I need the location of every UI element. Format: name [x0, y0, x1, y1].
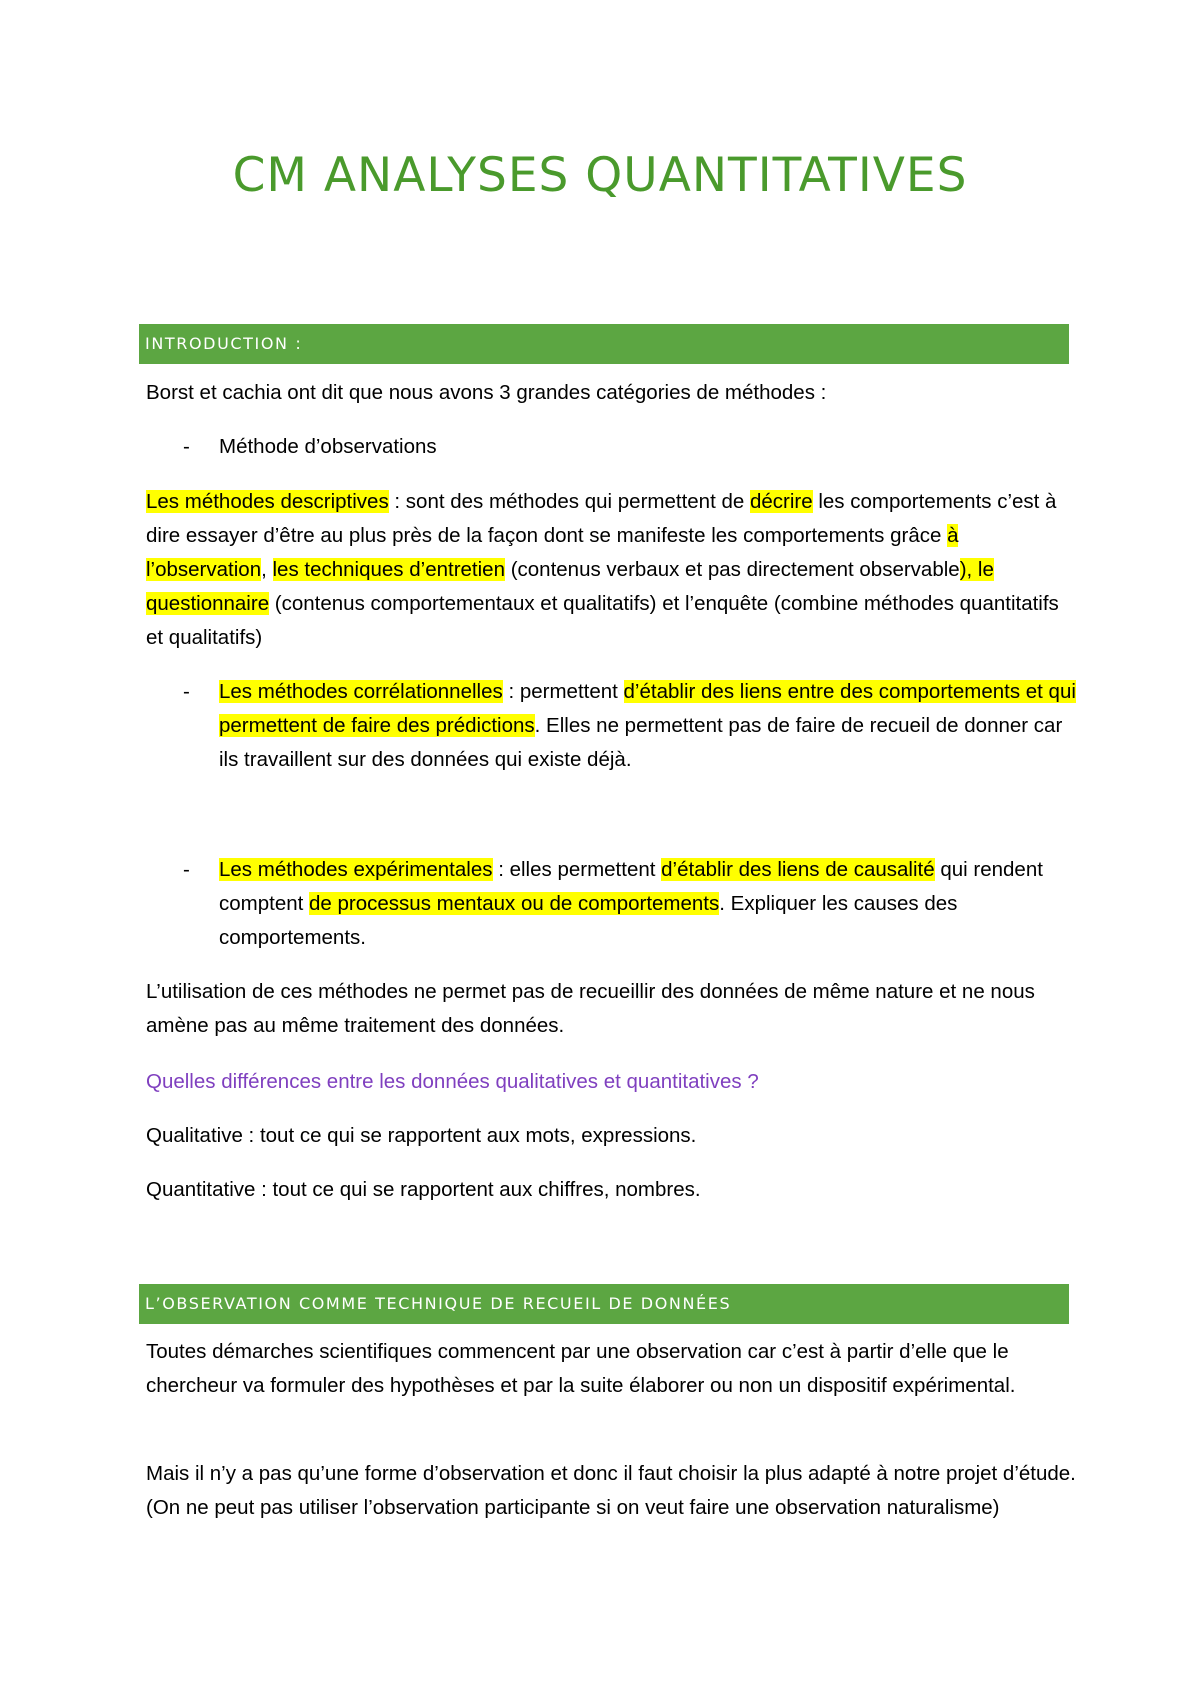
highlight-term: ), le questionnaire — [146, 558, 994, 615]
intro-paragraph: Borst et cachia ont dit que nous avons 3 grandes catégories de méthodes : — [146, 381, 827, 404]
highlight-term: les techniques d’entretien — [272, 558, 505, 581]
highlight-term: Les méthodes expérimentales — [219, 858, 493, 881]
bullet-correlationnelles-text — [219, 675, 1081, 777]
highlight-term: décrire — [749, 490, 813, 513]
text-run: . Expliquer les causes des comportements. — [219, 892, 958, 949]
observation-paragraph-2: Mais il n’y a pas qu’une forme d’observation et donc il faut choisir la plus adapté à notre projet d’étude. (On ne peut pas utiliser l’observation participante si on veut faire une observation naturalisme) — [146, 1462, 1076, 1519]
bullet-observations-text: Méthode d’observations — [219, 435, 437, 458]
highlight-term: d’établir des liens entre des comportements et qui permettent de faire des prédictions — [219, 680, 1076, 737]
bullet-dash: - — [183, 858, 190, 881]
highlight-term: d’établir des liens de causalité — [661, 858, 935, 881]
question-heading: Quelles différences entre les données qualitatives et quantitatives ? — [146, 1070, 759, 1093]
bullet-dash: - — [183, 680, 190, 703]
qualitative-paragraph: Qualitative : tout ce qui se rapportent aux mots, expressions. — [146, 1124, 697, 1147]
section-heading-introduction: INTRODUCTION : — [139, 324, 1069, 364]
descriptives-paragraph — [146, 485, 1081, 655]
highlight-term: Les méthodes corrélationnelles — [219, 680, 503, 703]
quantitative-paragraph: Quantitative : tout ce qui se rapportent aux chiffres, nombres. — [146, 1178, 701, 1201]
text-run: : elles permettent — [492, 858, 662, 881]
text-run: : sont des méthodes qui permettent de — [388, 490, 750, 513]
bullet-dash: - — [183, 435, 190, 458]
bullet-experimentales-text — [219, 853, 1081, 955]
text-run: : permettent — [502, 680, 624, 703]
text-run: (contenus comportementaux et qualitatifs) et l’enquête (combine méthodes quantitatifs et qualitatifs) — [146, 592, 1059, 649]
observation-paragraph-1: Toutes démarches scientifiques commencent par une observation car c’est à partir d’elle que le chercheur va formuler des hypothèses et par la suite élaborer ou non un dispositif expérimental. — [146, 1340, 1016, 1397]
text-run: , — [261, 558, 273, 581]
text-run: qui rendent comptent — [219, 858, 1043, 915]
text-run: les comportements c’est à dire essayer d’être au plus près de la façon dont se manifeste les comportements grâce — [146, 490, 1057, 547]
utilisation-paragraph: L’utilisation de ces méthodes ne permet pas de recueillir des données de même nature et ne nous amène pas au même traitement des données. — [146, 980, 1035, 1037]
highlight-term: de processus mentaux ou de comportements — [309, 892, 720, 915]
document-title: CM ANALYSES QUANTITATIVES — [232, 148, 968, 203]
highlight-term: Les méthodes descriptives — [146, 490, 389, 513]
text-run: (contenus verbaux et pas directement observable — [505, 558, 960, 581]
text-run: . Elles ne permettent pas de faire de recueil de donner car ils travaillent sur des données qui existe déjà. — [219, 714, 1063, 771]
section-heading-observation: L’OBSERVATION COMME TECHNIQUE DE RECUEIL DE DONNÉES — [139, 1284, 1069, 1324]
highlight-term: à l’observation — [146, 524, 959, 581]
